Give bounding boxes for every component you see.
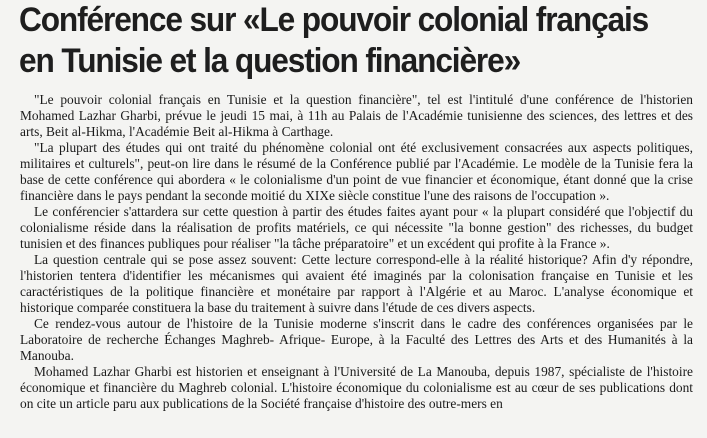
article-paragraph: Ce rendez-vous autour de l'histoire de la Tunisie moderne s'inscrit dans le cadre des conférences organisées par le Laboratoire de recherche Échanges Maghreb- Afrique- Europe, à la Faculté des Lettres des Arts et des Humanités à la Manouba. <box>20 316 693 363</box>
article-body <box>20 92 693 412</box>
article-headline <box>19 0 651 82</box>
article-paragraph: La question centrale qui se pose assez souvent: Cette lecture correspond-elle à la réalité historique? Afin d'y répondre, l'historien tentera d'identifier les mécanismes qui avaient été imaginés par la colonisation française en Tunisie et les caractéristiques de la politique financière et monétaire par rapport à l'Algérie et au Maroc. L'analyse économique et historique comparée constituera la base du traitement à suivre dans l'étude de ces divers aspects. <box>20 252 693 315</box>
article-paragraph: "La plupart des études qui ont traité du phénomène colonial ont été exclusivement consacrées aux aspects politiques, militaires et culturels", peut-on lire dans le résumé de la Conférence publié par l'Académie. Le modèle de la Tunisie fera la base de cette conférence qui abordera « le colonialisme d'un point de vue financier et économique, étant donné que la crise financière dans le pays pendant la seconde moitié du XIXe siècle constitue l'une des raisons de l'occupation ». <box>20 140 693 203</box>
headline-line-2: en Tunisie et la question financière» <box>19 42 521 80</box>
article-paragraph: Mohamed Lazhar Gharbi est historien et enseignant à l'Université de La Manouba, depuis 1987, spécialiste de l'histoire économique et financière du Maghreb colonial. L'histoire économique du colonialisme est au cœur de ses publications dont on cite un article paru aux publications de la Société française d'histoire des outre-mers en <box>20 364 693 411</box>
article-paragraph: Le conférencier s'attardera sur cette question à partir des études faites ayant pour « la plupart considéré que l'objectif du colonialisme réside dans la réalisation de profits matériels, ce qui nécessite "la bonne gestion" des richesses, du budget tunisien et des finances publiques pour réaliser "la tâche préparatoire" et un excédent qui profite à la France ». <box>20 204 693 251</box>
headline-line-1: Conférence sur «Le pouvoir colonial français <box>19 1 649 39</box>
article-paragraph: "Le pouvoir colonial français en Tunisie et la question financière", tel est l'intitulé d'une conférence de l'historien Mohamed Lazhar Gharbi, prévue le jeudi 15 mai, à 11h au Palais de l'Académie tunisienne des sciences, des lettres et des arts, Beit al-Hikma, l'Académie Beit al-Hikma à Carthage. <box>20 92 693 139</box>
